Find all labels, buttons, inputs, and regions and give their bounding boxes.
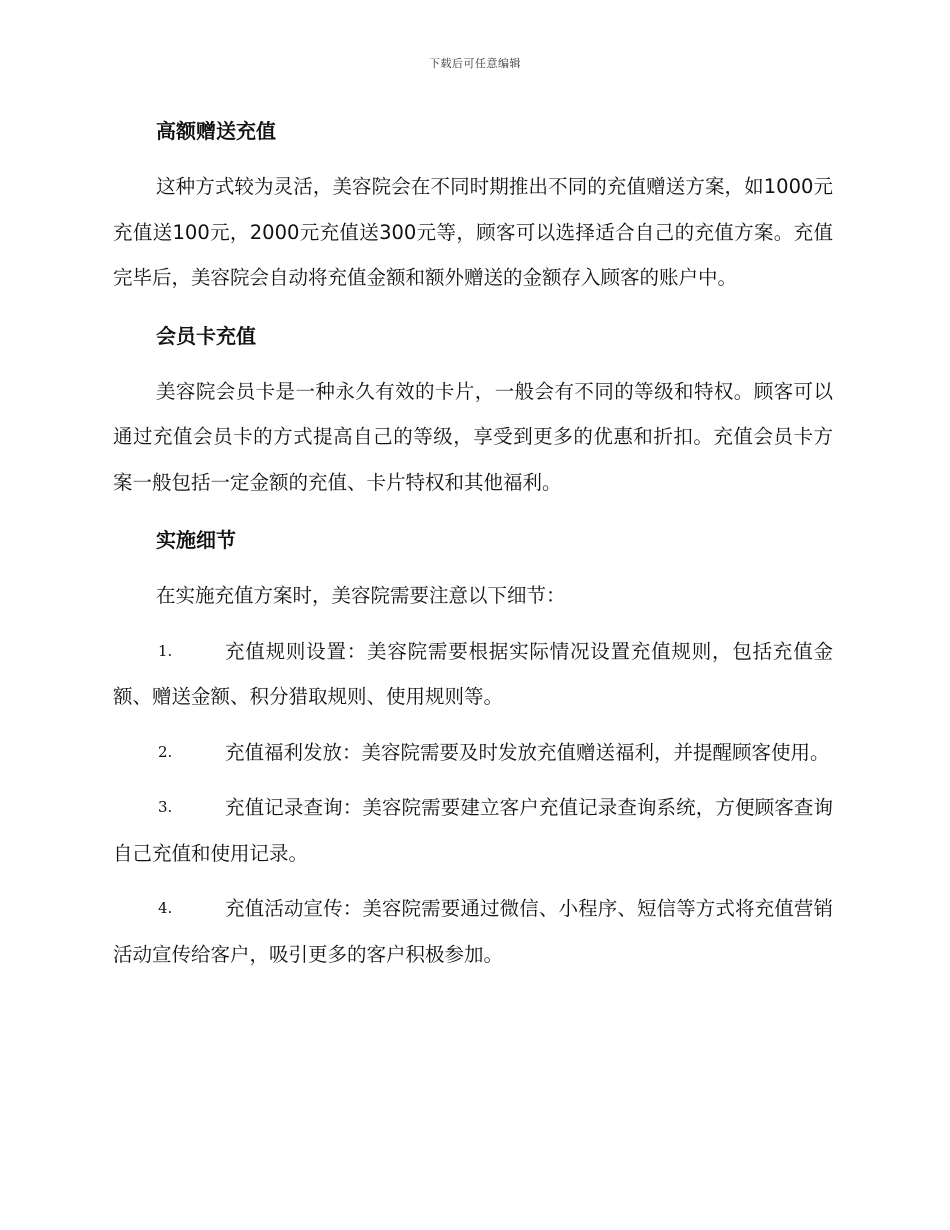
header-note: 下载后可任意编辑 <box>429 57 521 70</box>
section-heading-membership-card: 会员卡充值 <box>156 323 256 348</box>
list-item-text: 充值记录查询：美容院需要建立客户充值记录查询系统，方便顾客查询自己充值和使用记录。 <box>113 796 833 865</box>
list-item <box>113 785 833 876</box>
document-body <box>113 108 833 977</box>
list-item-number: 3. <box>158 798 173 816</box>
list-item-number: 1. <box>158 641 173 660</box>
list-item-text: 充值规则设置：美容院需要根据实际情况设置充值规则，包括充值金额、赠送金额、积分猎取规则、使用规则等。 <box>113 639 833 708</box>
section-paragraph-gift-recharge: 这种方式较为灵活，美容院会在不同时期推出不同的充值赠送方案，如1000元充值送100元，2000元充值送300元等，顾客可以选择适合自己的充值方案。充值完毕后，美容院会自动将充值金额和额外赠送的金额存入顾客的账户中。 <box>113 175 833 289</box>
list-item-text: 充值福利发放：美容院需要及时发放充值赠送福利，并提醒顾客使用。 <box>225 740 830 764</box>
list-item-text: 充值活动宣传：美容院需要通过微信、小程序、短信等方式将充值营销活动宣传给客户，吸引更多的客户积极参加。 <box>113 897 833 966</box>
section-heading-implementation: 实施细节 <box>156 528 236 552</box>
list-item <box>113 886 833 977</box>
section-heading-gift-recharge: 高额赠送充值 <box>156 119 276 143</box>
list-item-number: 4. <box>158 899 173 917</box>
list-item <box>113 629 833 720</box>
list-item <box>113 730 833 776</box>
list-item-number: 2. <box>158 742 173 761</box>
section-paragraph-membership-card: 美容院会员卡是一种永久有效的卡片，一般会有不同的等级和特权。顾客可以通过充值会员卡的方式提高自己的等级，享受到更多的优惠和折扣。充值会员卡方案一般包括一定金额的充值、卡片特权和其他福利。 <box>113 379 833 494</box>
section-paragraph-implementation: 在实施充值方案时，美容院需要注意以下细节： <box>156 584 566 607</box>
